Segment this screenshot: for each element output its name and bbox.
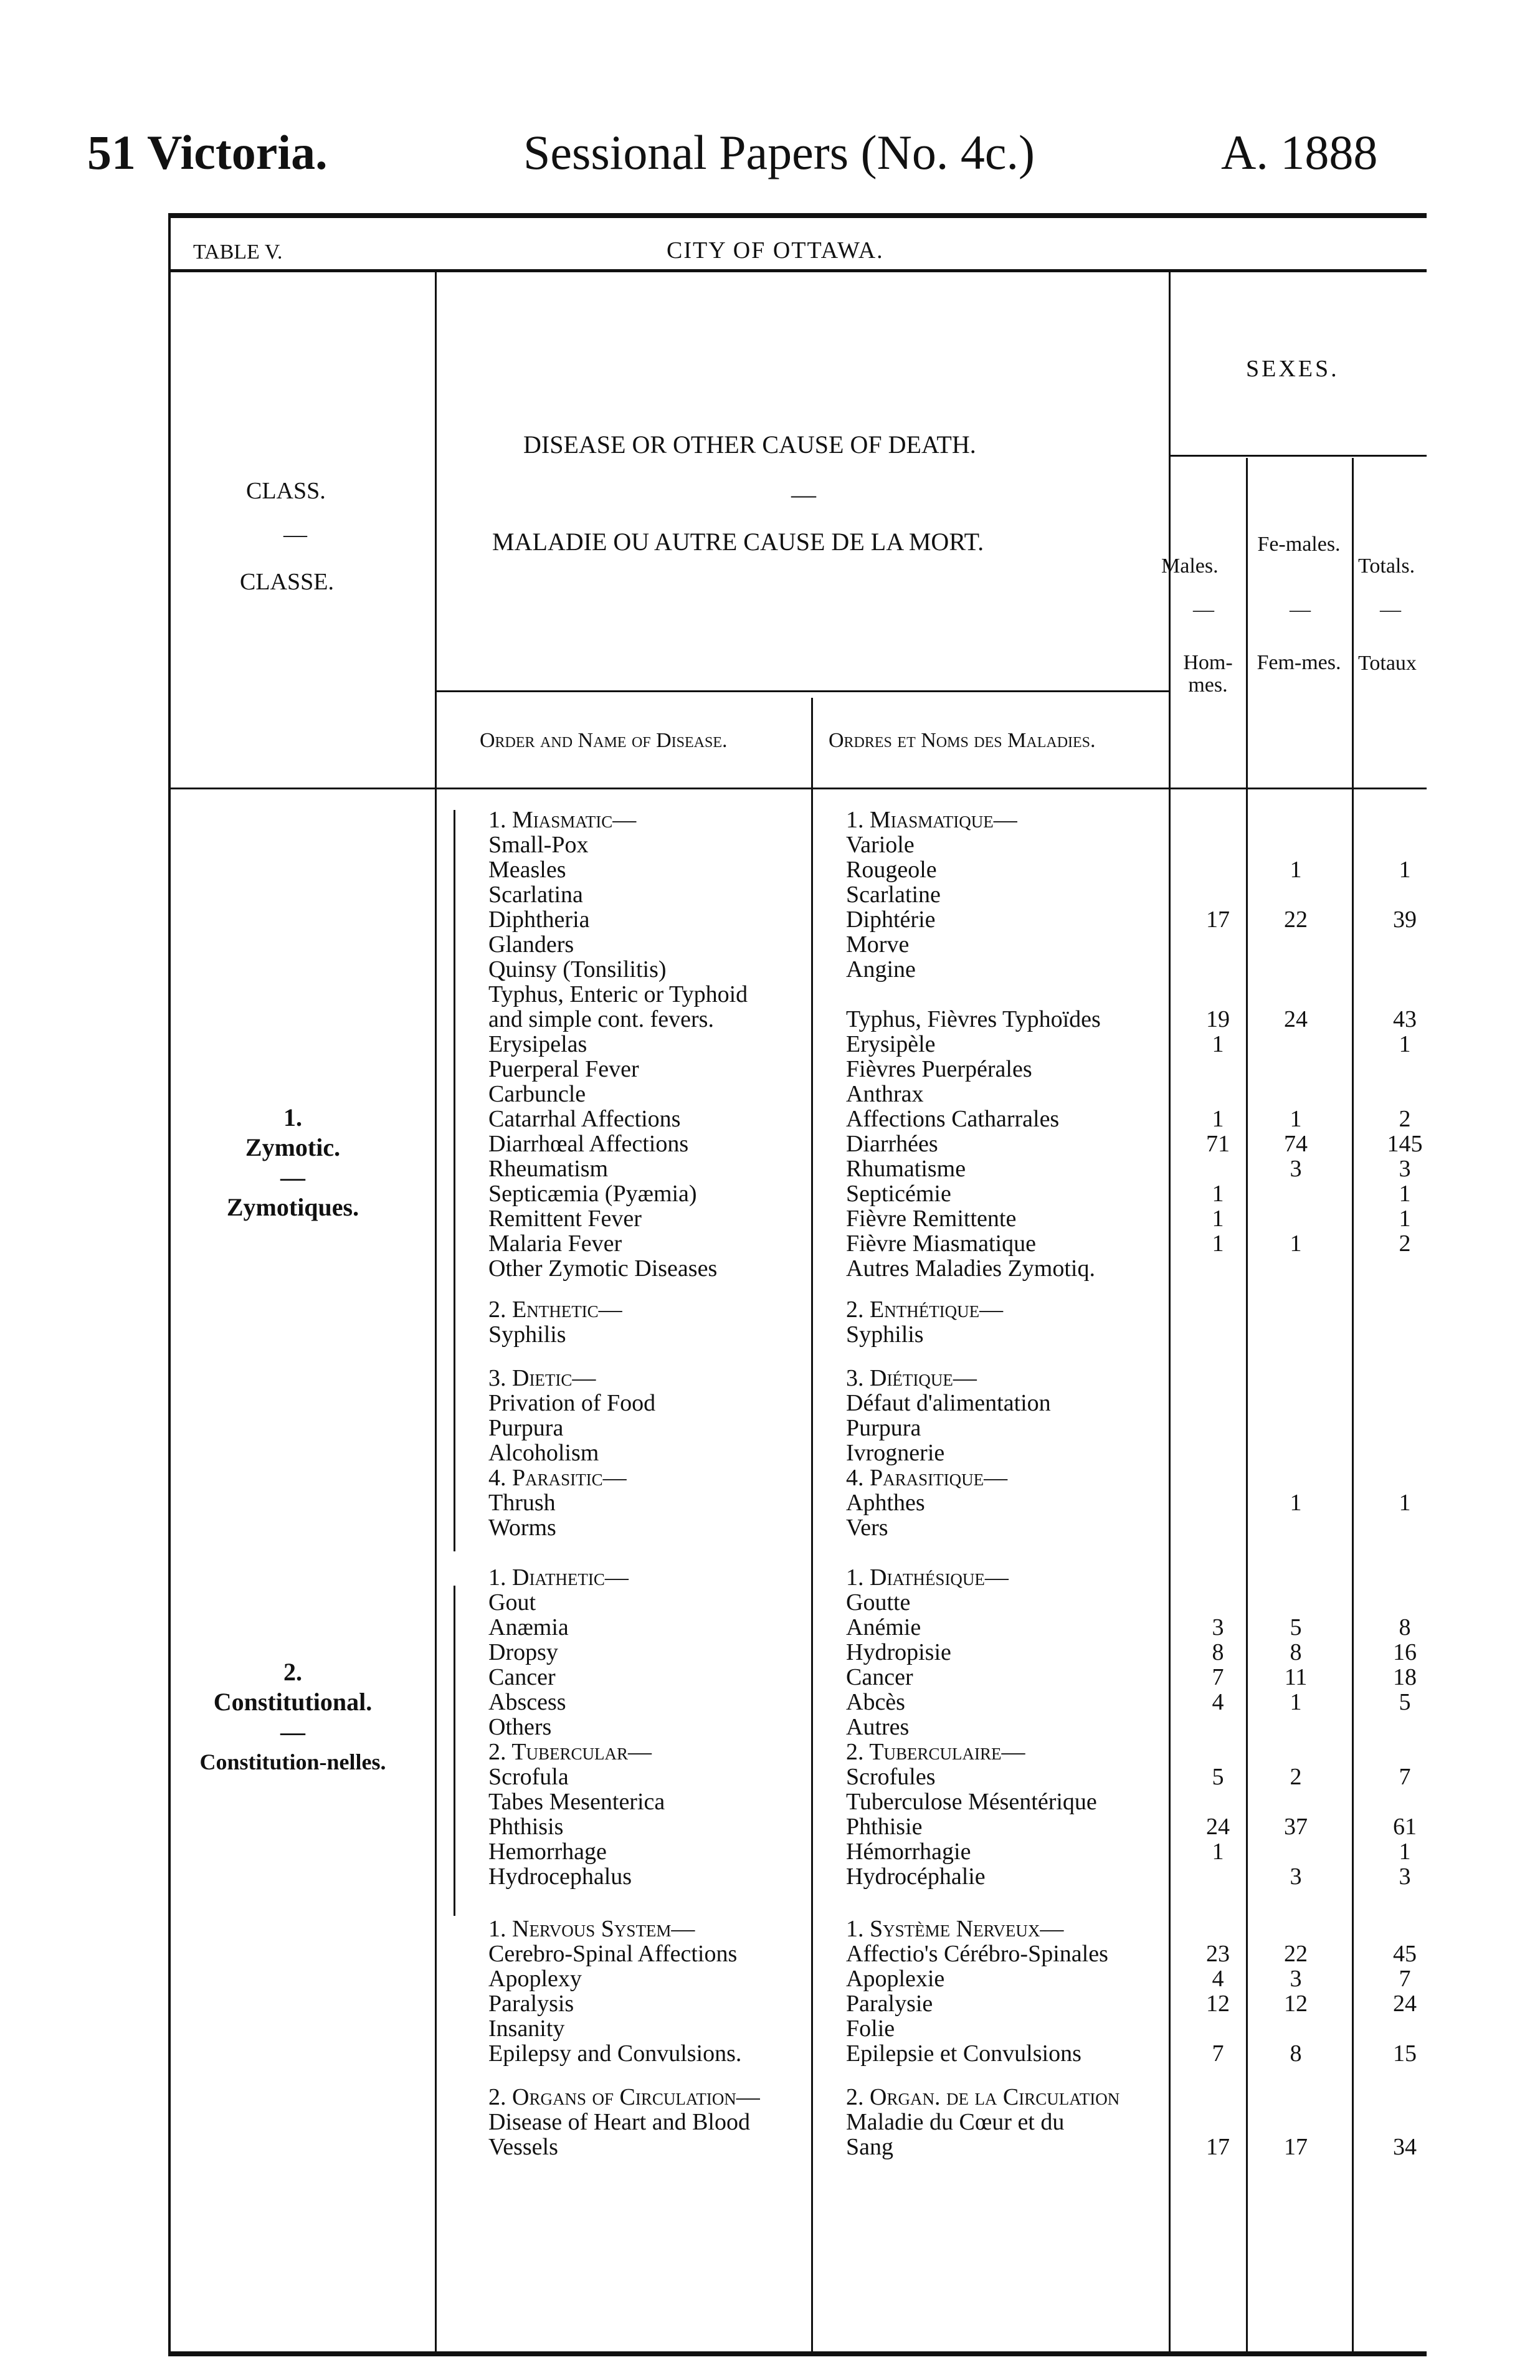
totals-value: 7 (1399, 1966, 1411, 1992)
table-row (0, 2133, 1540, 2158)
disease-name-fr: Ivrognerie (846, 1440, 945, 1466)
table-row (0, 1155, 1540, 1180)
disease-name-en: Privation of Food (488, 1390, 656, 1416)
totals-value: 2 (1399, 1106, 1411, 1132)
table-row (0, 1130, 1540, 1155)
females-heading-en: Fe-males. (1257, 533, 1341, 556)
disease-name-en: Small-Pox (488, 832, 589, 858)
table-row (0, 1439, 1540, 1464)
table-row (0, 1255, 1540, 1280)
table-row (0, 2108, 1540, 2133)
table-row (0, 1788, 1540, 1813)
disease-name-fr: Fièvre Miasmatique (846, 1230, 1036, 1257)
disease-name-fr: Maladie du Cœur et du (846, 2109, 1065, 2135)
disease-name-fr: 3. Diétique— (846, 1365, 977, 1391)
disease-name-fr: Goutte (846, 1589, 911, 1616)
disease-name-en: Rheumatism (488, 1156, 609, 1182)
disease-name-fr: Erysipèle (846, 1031, 936, 1057)
table-row (0, 1080, 1540, 1105)
males-dash: — (1193, 598, 1214, 621)
class-dash: — (283, 521, 307, 548)
males-value: 1 (1212, 1206, 1224, 1232)
table-row (0, 1055, 1540, 1080)
disease-name-en: Quinsy (Tonsilitis) (488, 956, 667, 983)
disease-name-en: Anæmia (488, 1614, 569, 1640)
disease-name-en: Diarrhœal Affections (488, 1131, 689, 1157)
females-value: 22 (1284, 1941, 1308, 1967)
class-name-fr: Constitution-nelles. (199, 1749, 386, 1774)
females-value: 3 (1290, 1156, 1302, 1182)
disease-name-fr: 1. Système Nerveux— (846, 1916, 1064, 1942)
table-row (0, 1738, 1540, 1763)
totals-value: 1 (1399, 1206, 1411, 1232)
disease-name-fr: Fièvres Puerpérales (846, 1056, 1032, 1082)
females-value: 3 (1290, 1864, 1302, 1890)
title-rule (168, 269, 1427, 272)
disease-name-fr: Syphilis (846, 1321, 924, 1348)
males-value: 7 (1212, 2040, 1224, 2067)
table-row (0, 956, 1540, 981)
disease-name-fr: Affections Catharrales (846, 1106, 1060, 1132)
table-label: TABLE V. (193, 240, 283, 264)
females-value: 1 (1290, 1230, 1302, 1257)
disease-name-en: Cerebro-Spinal Affections (488, 1941, 738, 1967)
males-value: 17 (1206, 907, 1230, 933)
totals-value: 1 (1399, 1490, 1411, 1516)
disease-name-en: Others (488, 1714, 552, 1740)
top-rule-thick (168, 213, 1427, 218)
females-value: 11 (1284, 1664, 1308, 1690)
table-row (0, 856, 1540, 881)
disease-name-fr: Typhus, Fièvres Typhoïdes (846, 1006, 1101, 1032)
totals-value: 5 (1399, 1689, 1411, 1715)
table-row (0, 1514, 1540, 1539)
totals-value: 45 (1393, 1941, 1417, 1967)
disease-name-fr: Hydrocéphalie (846, 1864, 986, 1890)
table-row (0, 931, 1540, 956)
disease-name-en: Hydrocephalus (488, 1864, 632, 1890)
table-row (0, 1763, 1540, 1788)
disease-name-en: Epilepsy and Convulsions. (488, 2040, 742, 2067)
disease-name-en: 1. Diathetic— (488, 1564, 629, 1591)
disease-name-en: Worms (488, 1515, 556, 1541)
disease-name-en: Dropsy (488, 1639, 558, 1665)
disease-name-fr: Scrofules (846, 1764, 936, 1790)
disease-name-en: Phthisis (488, 1814, 564, 1840)
disease-name-en: Erysipelas (488, 1031, 587, 1057)
table-row (0, 2083, 1540, 2108)
females-value: 17 (1284, 2134, 1308, 2160)
class-name-en: Zymotic. (245, 1133, 341, 1161)
males-value: 1 (1212, 1181, 1224, 1207)
city-title: CITY OF OTTAWA. (667, 237, 884, 264)
totals-value: 1 (1399, 1031, 1411, 1057)
disease-name-en: Measles (488, 857, 566, 883)
totals-value: 8 (1399, 1614, 1411, 1640)
table-row (0, 1389, 1540, 1414)
disease-name-fr: Rhumatisme (846, 1156, 966, 1182)
disease-name-en: 2. Organs of Circulation— (488, 2084, 760, 2110)
disease-name-en: Septicæmia (Pyæmia) (488, 1181, 697, 1207)
totals-value: 61 (1393, 1814, 1417, 1840)
disease-name-en: Disease of Heart and Blood (488, 2109, 750, 2135)
disease-name-en: Tabes Mesenterica (488, 1789, 665, 1815)
disease-name-fr: 2. Enthétique— (846, 1297, 1004, 1323)
sexes-heading: SEXES. (1246, 356, 1339, 382)
disease-name-en: Cancer (488, 1664, 556, 1690)
disease-name-fr: Fièvre Remittente (846, 1206, 1017, 1232)
table-row (0, 1863, 1540, 1888)
females-value: 37 (1284, 1814, 1308, 1840)
males-value: 71 (1206, 1131, 1230, 1157)
females-value: 74 (1284, 1131, 1308, 1157)
disease-name-fr: Apoplexie (846, 1966, 945, 1992)
disease-name-fr: Morve (846, 931, 910, 958)
males-value: 3 (1212, 1614, 1224, 1640)
table-row (0, 831, 1540, 856)
table-row (0, 1205, 1540, 1230)
disease-name-fr: Anthrax (846, 1081, 924, 1107)
disease-name-en: Puerperal Fever (488, 1056, 639, 1082)
totals-value: 3 (1399, 1156, 1411, 1182)
males-heading-fr: Hom-mes. (1183, 651, 1233, 697)
table-row (0, 1364, 1540, 1389)
disease-name-fr: Folie (846, 2016, 895, 2042)
table-row (0, 1664, 1540, 1688)
disease-name-fr: Défaut d'alimentation (846, 1390, 1051, 1416)
disease-name-en: Gout (488, 1589, 536, 1616)
disease-name-en: and simple cont. fevers. (488, 1006, 714, 1032)
females-value: 5 (1290, 1614, 1302, 1640)
disease-name-en: Glanders (488, 931, 574, 958)
disease-name-fr: Scarlatine (846, 882, 941, 908)
disease-name-en: Vessels (488, 2134, 558, 2160)
totals-value: 34 (1393, 2134, 1417, 2160)
disease-name-en: Typhus, Enteric or Typhoid (488, 981, 748, 1007)
males-value: 19 (1206, 1006, 1230, 1032)
females-value: 1 (1290, 1106, 1302, 1132)
disease-heading-en: DISEASE OR OTHER CAUSE OF DEATH. (523, 431, 976, 459)
disease-name-en: Scrofula (488, 1764, 569, 1790)
totals-value: 3 (1399, 1864, 1411, 1890)
females-value: 8 (1290, 2040, 1302, 2067)
disease-name-en: Apoplexy (488, 1966, 582, 1992)
class-number: 1. (283, 1103, 302, 1131)
males-value: 8 (1212, 1639, 1224, 1665)
disease-name-fr: Vers (846, 1515, 888, 1541)
females-value: 1 (1290, 1689, 1302, 1715)
table-row (0, 1105, 1540, 1130)
disease-name-en: 1. Nervous System— (488, 1916, 695, 1942)
females-value: 22 (1284, 907, 1308, 933)
subhead-rule (437, 690, 1169, 692)
disease-name-en: Carbuncle (488, 1081, 586, 1107)
disease-name-fr: Aphthes (846, 1490, 925, 1516)
females-dash: — (1290, 598, 1311, 621)
disease-name-en: Alcoholism (488, 1440, 599, 1466)
class-name-fr: Zymotiques. (226, 1193, 359, 1221)
table-row (0, 881, 1540, 906)
males-value: 1 (1212, 1230, 1224, 1257)
disease-name-fr: Hydropisie (846, 1639, 951, 1665)
females-value: 12 (1284, 1991, 1308, 2017)
table-row (0, 1321, 1540, 1346)
disease-name-fr: Purpura (846, 1415, 921, 1441)
disease-name-en: 3. Dietic— (488, 1365, 596, 1391)
disease-name-fr: Affectio's Cérébro-Spinales (846, 1941, 1108, 1967)
table-row (0, 1230, 1540, 1255)
header-left: 51 Victoria. (87, 125, 328, 179)
table-row (0, 906, 1540, 931)
header-bottom-rule (168, 788, 1427, 789)
class-name-en: Constitutional. (213, 1688, 373, 1716)
totals-value: 16 (1393, 1639, 1417, 1665)
table-row (0, 1031, 1540, 1055)
totals-value: 2 (1399, 1230, 1411, 1257)
disease-name-fr: Septicémie (846, 1181, 951, 1207)
disease-name-en: Remittent Fever (488, 1206, 642, 1232)
header-right: A. 1888 (1221, 125, 1378, 179)
males-value: 12 (1206, 1991, 1230, 2017)
females-value: 1 (1290, 857, 1302, 883)
disease-name-en: Other Zymotic Diseases (488, 1255, 718, 1282)
males-value: 4 (1212, 1966, 1224, 1992)
order-heading-fr: Ordres et Noms des Maladies. (829, 729, 1096, 752)
disease-heading-fr: MALADIE OU AUTRE CAUSE DE LA MORT. (492, 528, 984, 556)
males-value: 24 (1206, 1814, 1230, 1840)
class-number: 2. (283, 1658, 302, 1686)
table-row (0, 1589, 1540, 1614)
disease-name-en: Syphilis (488, 1321, 566, 1348)
table-row (0, 1489, 1540, 1514)
males-heading-en: Males. (1161, 555, 1219, 578)
class-heading-en: CLASS. (246, 478, 326, 504)
table-row (0, 1838, 1540, 1863)
females-value: 3 (1290, 1966, 1302, 1992)
disease-name-fr: 2. Tuberculaire— (846, 1739, 1025, 1765)
order-heading-en: Order and Name of Disease. (480, 729, 728, 752)
sexes-rule (1171, 455, 1427, 457)
disease-name-fr: Autres (846, 1714, 910, 1740)
males-value: 5 (1212, 1764, 1224, 1790)
disease-name-fr: Cancer (846, 1664, 913, 1690)
table-row (0, 1713, 1540, 1738)
class-dash: — (280, 1718, 305, 1746)
table-row (0, 1990, 1540, 2015)
table-row (0, 1940, 1540, 1965)
disease-name-fr: Phthisie (846, 1814, 923, 1840)
disease-name-fr: 2. Organ. de la Circulation (846, 2084, 1120, 2110)
disease-name-fr: Autres Maladies Zymotiq. (846, 1255, 1095, 1282)
disease-name-fr: Angine (846, 956, 916, 983)
totals-value: 24 (1393, 1991, 1417, 2017)
totals-dash: — (1380, 598, 1401, 621)
totals-value: 1 (1399, 857, 1411, 883)
females-value: 2 (1290, 1764, 1302, 1790)
disease-name-en: Diphtheria (488, 907, 590, 933)
table-row (0, 1564, 1540, 1589)
table-row (0, 1639, 1540, 1664)
disease-name-en: Hemorrhage (488, 1839, 607, 1865)
disease-name-fr: Paralysie (846, 1991, 933, 2017)
class-heading-fr: CLASSE. (240, 569, 334, 595)
bottom-rule-thick (168, 2351, 1427, 2356)
totals-heading-fr: Totaux (1358, 652, 1417, 675)
disease-name-en: 4. Parasitic— (488, 1465, 627, 1491)
table-row (0, 1915, 1540, 1940)
disease-name-en: 1. Miasmatic— (488, 807, 637, 833)
disease-name-fr: 1. Miasmatique— (846, 807, 1017, 833)
disease-name-fr: Diarrhées (846, 1131, 938, 1157)
disease-name-en: 2. Enthetic— (488, 1297, 622, 1323)
females-value: 8 (1290, 1639, 1302, 1665)
table-row (0, 1688, 1540, 1713)
table-row (0, 981, 1540, 1006)
disease-name-en: Paralysis (488, 1991, 574, 2017)
class-dash: — (280, 1163, 305, 1191)
males-value: 1 (1212, 1106, 1224, 1132)
disease-name-fr: 4. Parasitique— (846, 1465, 1008, 1491)
disease-name-fr: Rougeole (846, 857, 937, 883)
table-row (0, 1296, 1540, 1321)
males-value: 1 (1212, 1839, 1224, 1865)
disease-dash: — (791, 480, 816, 508)
males-value: 1 (1212, 1031, 1224, 1057)
table-row (0, 2040, 1540, 2065)
females-value: 1 (1290, 1490, 1302, 1516)
disease-name-fr: 1. Diathésique— (846, 1564, 1009, 1591)
disease-name-en: Catarrhal Affections (488, 1106, 681, 1132)
table-row (0, 806, 1540, 831)
totals-value: 43 (1393, 1006, 1417, 1032)
disease-name-fr: Anémie (846, 1614, 921, 1640)
females-value: 24 (1284, 1006, 1308, 1032)
disease-name-fr: Variole (846, 832, 915, 858)
males-value: 4 (1212, 1689, 1224, 1715)
disease-name-en: Abscess (488, 1689, 566, 1715)
disease-name-fr: Abcès (846, 1689, 905, 1715)
disease-name-fr: Sang (846, 2134, 893, 2160)
totals-heading-en: Totals. (1358, 555, 1415, 578)
disease-name-en: Purpura (488, 1415, 564, 1441)
table-row (0, 1614, 1540, 1639)
table-row (0, 1464, 1540, 1489)
totals-value: 15 (1393, 2040, 1417, 2067)
disease-name-en: Insanity (488, 2016, 565, 2042)
males-value: 7 (1212, 1664, 1224, 1690)
disease-name-fr: Tuberculose Mésentérique (846, 1789, 1097, 1815)
table-row (0, 1813, 1540, 1838)
totals-value: 1 (1399, 1839, 1411, 1865)
table-row (0, 1180, 1540, 1205)
males-value: 23 (1206, 1941, 1230, 1967)
disease-name-en: Malaria Fever (488, 1230, 622, 1257)
females-heading-fr: Fem-mes. (1257, 651, 1341, 674)
table-row (0, 1414, 1540, 1439)
table-row (0, 1006, 1540, 1031)
totals-value: 1 (1399, 1181, 1411, 1207)
disease-name-fr: Epilepsie et Convulsions (846, 2040, 1081, 2067)
disease-name-en: Scarlatina (488, 882, 583, 908)
table-row (0, 1965, 1540, 1990)
males-value: 17 (1206, 2134, 1230, 2160)
disease-name-en: Thrush (488, 1490, 556, 1516)
totals-value: 39 (1393, 907, 1417, 933)
disease-name-fr: Diphtérie (846, 907, 936, 933)
disease-name-fr: Hémorrhagie (846, 1839, 971, 1865)
totals-value: 7 (1399, 1764, 1411, 1790)
table-row (0, 2015, 1540, 2040)
totals-value: 145 (1387, 1131, 1423, 1157)
header-center: Sessional Papers (No. 4c.) (523, 125, 1035, 179)
totals-value: 18 (1393, 1664, 1417, 1690)
disease-name-en: 2. Tubercular— (488, 1739, 652, 1765)
